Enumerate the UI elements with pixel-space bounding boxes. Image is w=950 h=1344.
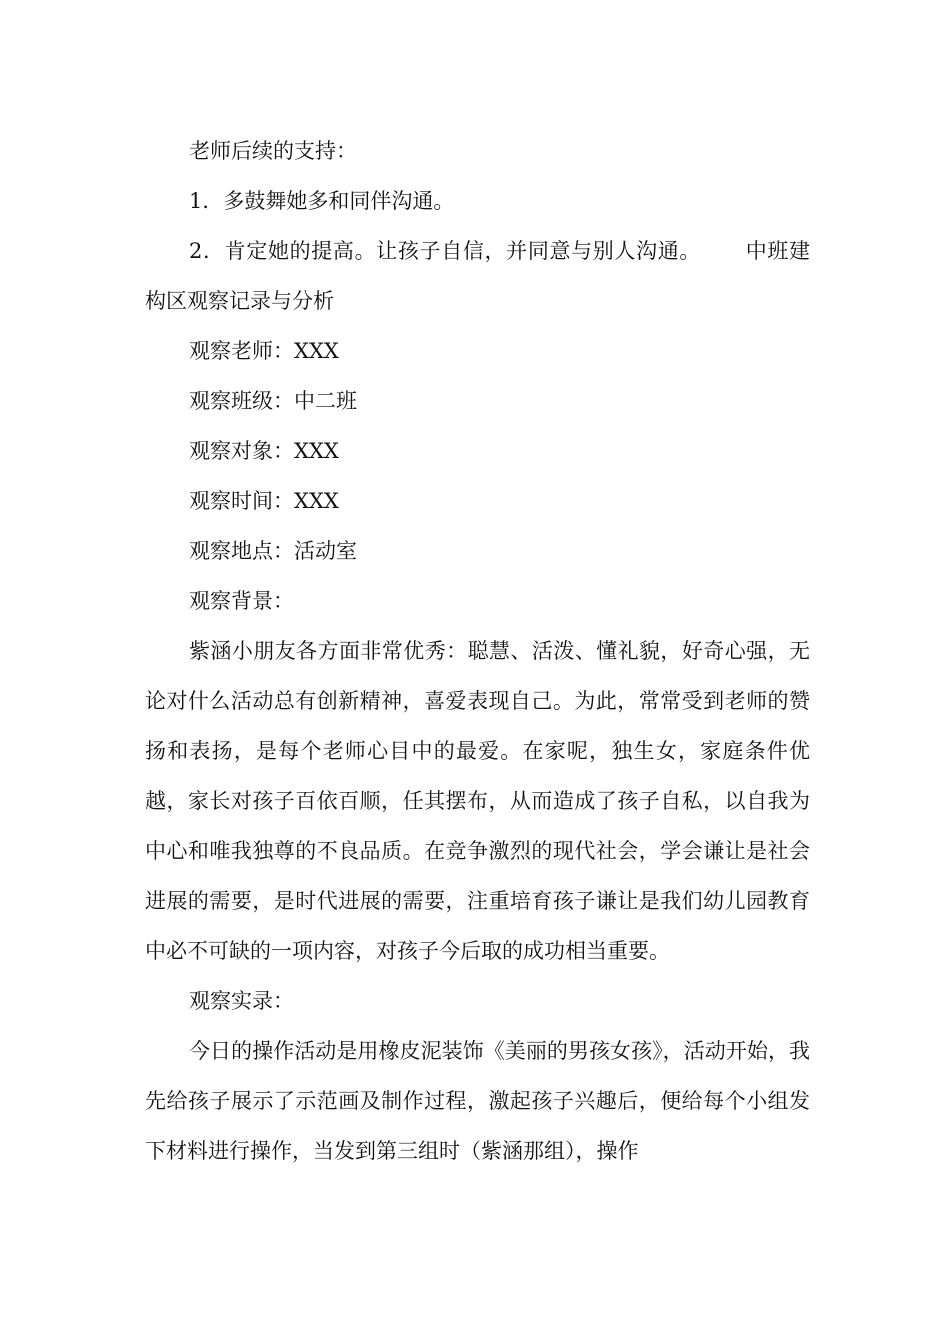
record-paragraph: 今日的操作活动是用橡皮泥装饰《美丽的男孩女孩》，活动开始，我先给孩子展示了示范画及制作过程，激起孩子兴趣后，便给每个小组发下材料进行操作，当发到第三组时（紫涵那组），操作 bbox=[145, 1039, 810, 1163]
record-heading: 观察实录： bbox=[189, 989, 294, 1013]
info-subject: 观察对象：XXX bbox=[189, 439, 339, 463]
support-item-2-with-section-title bbox=[145, 226, 810, 326]
background-paragraph: 紫涵小朋友各方面非常优秀：聪慧、活泼、懂礼貌，好奇心强，无论对什么活动总有创新精神，喜爱表现自己。为此，常常受到老师的赞扬和表扬，是每个老师心目中的最爱。在家呢，独生女，家庭条件优越，家长对孩子百依百顺，任其摆布，从而造成了孩子自私，以自我为中心和唯我独尊的不良品质。在竞争激烈的现代社会，学会谦让是社会进展的需要，是时代进展的需要，注重培育孩子谦让是我们幼儿园教育中必不可缺的一项内容，对孩子今后取的成功相当重要。 bbox=[145, 639, 810, 963]
support-heading: 老师后续的支持： bbox=[189, 139, 357, 163]
info-class: 观察班级：中二班 bbox=[189, 389, 357, 413]
section-title: 中班建构区观察记录与分析 bbox=[145, 239, 811, 313]
document-body bbox=[145, 126, 810, 1176]
background-heading: 观察背景： bbox=[189, 589, 294, 613]
info-location: 观察地点：活动室 bbox=[189, 539, 357, 563]
info-teacher: 观察老师：XXX bbox=[189, 339, 339, 363]
support-item-2: 2．肯定她的提高。让孩子自信，并同意与别人沟通。 bbox=[189, 239, 702, 263]
info-time: 观察时间：XXX bbox=[189, 489, 339, 513]
support-item-1: 1．多鼓舞她多和同伴沟通。 bbox=[189, 189, 455, 213]
